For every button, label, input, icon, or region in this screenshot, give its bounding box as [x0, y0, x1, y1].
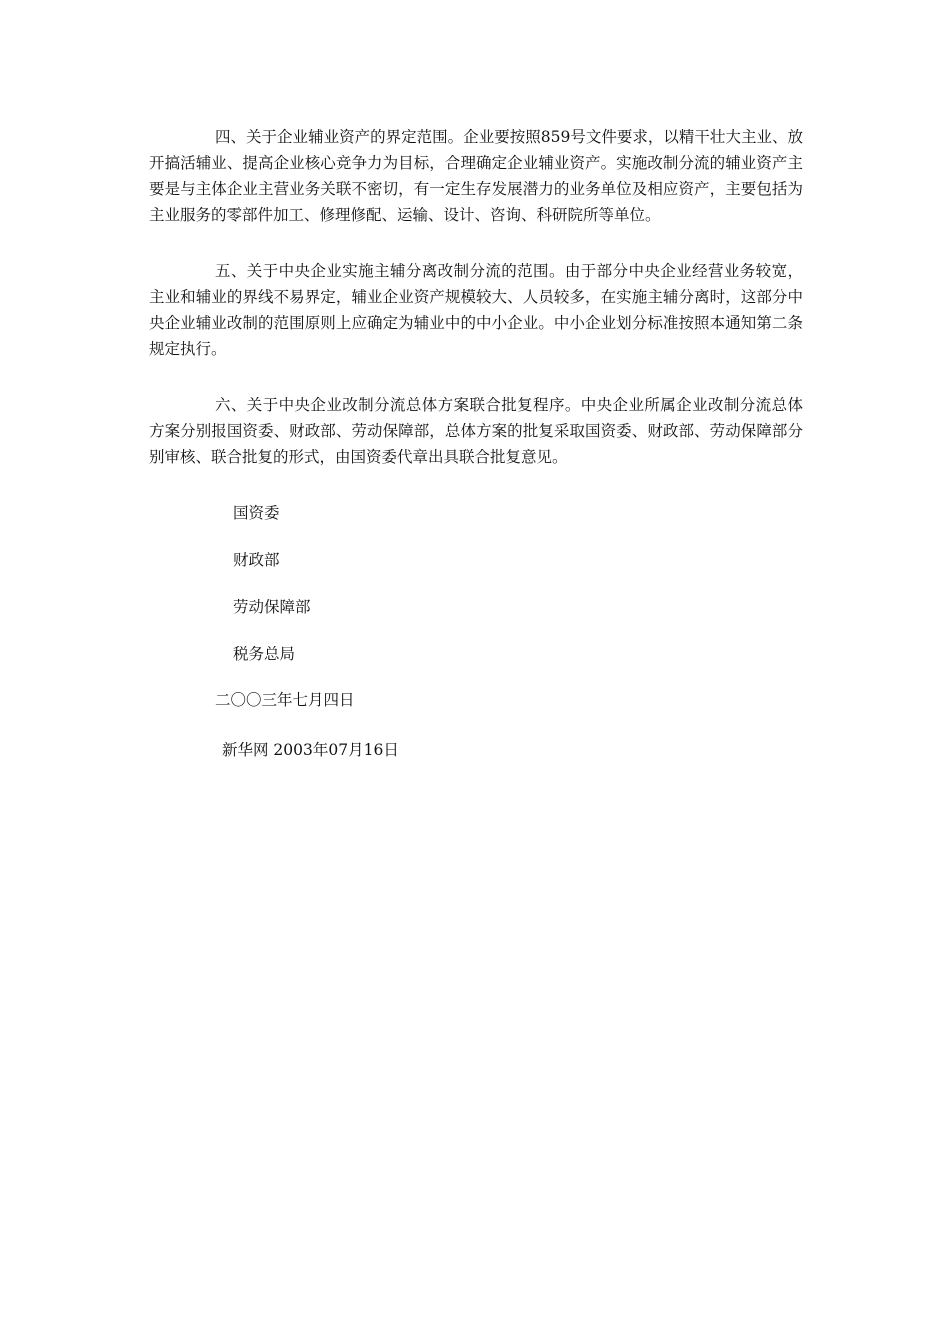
document-body: [149, 124, 803, 763]
signer-ministry-of-finance: 财政部: [233, 551, 280, 569]
document-date: 二〇〇三年七月四日: [215, 691, 355, 709]
paragraph-five: 五、关于中央企业实施主辅分离改制分流的范围。由于部分中央企业经营业务较宽，主业和辅业的界线不易界定，辅业企业资产规模较大、人员较多，在实施主辅分离时，这部分中央企业辅业改制的范围原则上应确定为辅业中的中小企业。中小企业划分标准按照本通知第二条规定执行。: [149, 262, 803, 358]
document-source: 新华网 2003年07月16日: [222, 741, 399, 759]
signer-sasac: 国资委: [233, 504, 280, 522]
paragraph-four: 四、关于企业辅业资产的界定范围。企业要按照859号文件要求，以精干壮大主业、放开搞活辅业、提高企业核心竞争力为目标，合理确定企业辅业资产。实施改制分流的辅业资产主要是与主体企业主营业务关联不密切，有一定生存发展潜力的业务单位及相应资产，主要包括为主业服务的零部件加工、修理修配、运输、设计、咨询、科研院所等单位。: [149, 128, 803, 224]
signer-list: [149, 500, 803, 667]
signer-tax-bureau: 税务总局: [233, 645, 296, 663]
signer-labor-security: 劳动保障部: [233, 598, 311, 616]
paragraph-six: 六、关于中央企业改制分流总体方案联合批复程序。中央企业所属企业改制分流总体方案分别报国资委、财政部、劳动保障部，总体方案的批复采取国资委、财政部、劳动保障部分别审核、联合批复的形式，由国资委代章出具联合批复意见。: [149, 396, 803, 466]
